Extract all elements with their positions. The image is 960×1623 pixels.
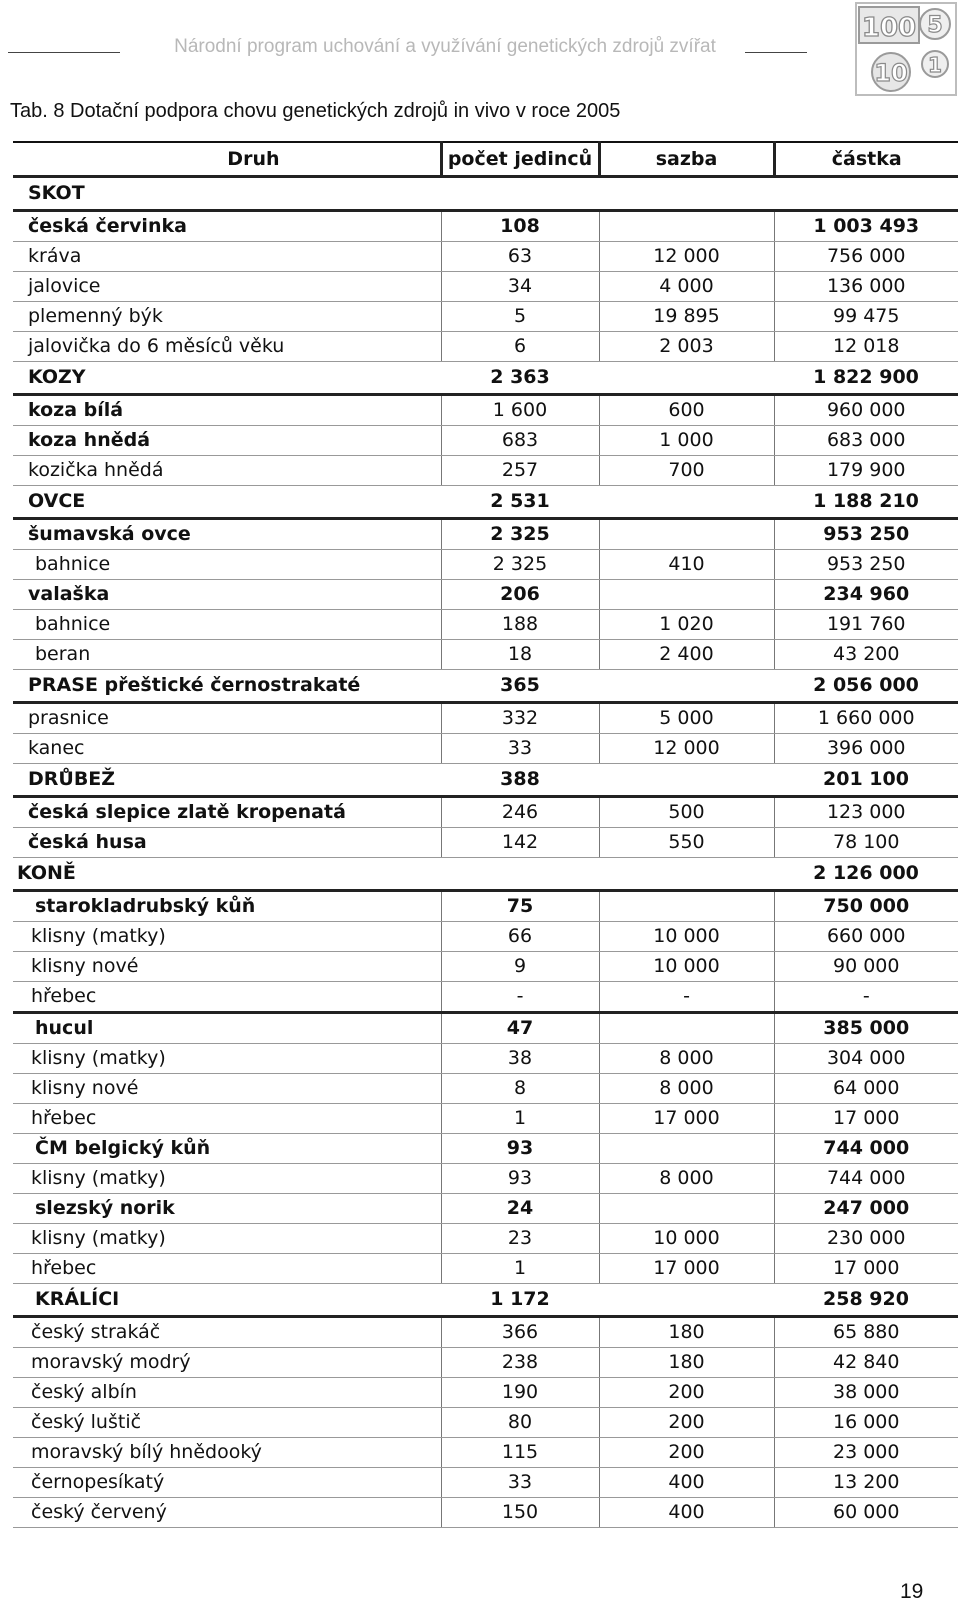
- cell-castka: 953 250: [774, 519, 958, 550]
- cell-castka: 201 100: [774, 764, 958, 797]
- cell-castka: [774, 177, 958, 211]
- table-row: [13, 922, 958, 952]
- table-row: [13, 670, 958, 703]
- table-row: [13, 1317, 958, 1348]
- cell-druh: kozička hnědá: [13, 456, 441, 486]
- table-row: [13, 1224, 958, 1254]
- table-row: [13, 1348, 958, 1378]
- cell-sazba: 400: [599, 1468, 774, 1498]
- cell-pocet: 142: [441, 828, 599, 858]
- cell-castka: 304 000: [774, 1044, 958, 1074]
- table-row: [13, 1378, 958, 1408]
- cell-pocet: -: [441, 982, 599, 1013]
- cell-castka: 38 000: [774, 1378, 958, 1408]
- cell-pocet: 18: [441, 640, 599, 670]
- table-row: [13, 1104, 958, 1134]
- cell-pocet: [441, 858, 599, 891]
- table-row: [13, 1438, 958, 1468]
- cell-sazba: 8 000: [599, 1074, 774, 1104]
- cell-castka: 136 000: [774, 272, 958, 302]
- cell-sazba: [599, 1134, 774, 1164]
- cell-druh: klisny nové: [13, 1074, 441, 1104]
- cell-pocet: 5: [441, 302, 599, 332]
- cell-druh: bahnice: [13, 610, 441, 640]
- cell-pocet: [441, 177, 599, 211]
- cell-pocet: 2 325: [441, 550, 599, 580]
- cell-sazba: [599, 764, 774, 797]
- table-row: [13, 1408, 958, 1438]
- table-row: [13, 177, 958, 211]
- table-row: [13, 891, 958, 922]
- cell-druh: KRÁLÍCI: [13, 1284, 441, 1317]
- cell-castka: 90 000: [774, 952, 958, 982]
- cell-pocet: 80: [441, 1408, 599, 1438]
- program-logo: [855, 2, 957, 96]
- cell-druh: český strakáč: [13, 1317, 441, 1348]
- cell-druh: šumavská ovce: [13, 519, 441, 550]
- cell-castka: 2 126 000: [774, 858, 958, 891]
- logo-number-100: 100: [861, 13, 917, 43]
- cell-pocet: 38: [441, 1044, 599, 1074]
- table-row: [13, 1134, 958, 1164]
- cell-castka: 1 188 210: [774, 486, 958, 519]
- cell-sazba: [599, 211, 774, 242]
- cell-druh: kráva: [13, 242, 441, 272]
- page-number: 19: [900, 1580, 924, 1603]
- cell-castka: 234 960: [774, 580, 958, 610]
- cell-druh: starokladrubský kůň: [13, 891, 441, 922]
- header-rule-left: [8, 52, 120, 53]
- cell-sazba: [599, 486, 774, 519]
- table-row: [13, 332, 958, 362]
- cell-sazba: 180: [599, 1348, 774, 1378]
- cell-castka: 683 000: [774, 426, 958, 456]
- cell-druh: hřebec: [13, 1104, 441, 1134]
- subsidy-table: [13, 141, 958, 1528]
- logo-number-10: 10: [874, 59, 908, 87]
- cell-castka: 756 000: [774, 242, 958, 272]
- table-row: [13, 1074, 958, 1104]
- cell-pocet: 190: [441, 1378, 599, 1408]
- cell-druh: OVCE: [13, 486, 441, 519]
- cell-sazba: 200: [599, 1378, 774, 1408]
- cell-druh: český luštič: [13, 1408, 441, 1438]
- cell-castka: 247 000: [774, 1194, 958, 1224]
- table-row: [13, 426, 958, 456]
- cell-druh: SKOT: [13, 177, 441, 211]
- cell-sazba: 5 000: [599, 703, 774, 734]
- table-row: [13, 703, 958, 734]
- logo-number-5: 5: [927, 13, 943, 38]
- cell-druh: klisny nové: [13, 952, 441, 982]
- column-header-sazba: sazba: [599, 142, 774, 177]
- cell-pocet: 47: [441, 1013, 599, 1044]
- cell-castka: 13 200: [774, 1468, 958, 1498]
- cell-sazba: 550: [599, 828, 774, 858]
- cell-sazba: 10 000: [599, 1224, 774, 1254]
- table-row: [13, 1468, 958, 1498]
- cell-sazba: [599, 580, 774, 610]
- cell-pocet: 150: [441, 1498, 599, 1528]
- cell-sazba: [599, 1013, 774, 1044]
- cell-pocet: 93: [441, 1134, 599, 1164]
- cell-castka: 65 880: [774, 1317, 958, 1348]
- cell-sazba: 1 000: [599, 426, 774, 456]
- cell-druh: KOZY: [13, 362, 441, 395]
- cell-druh: český albín: [13, 1378, 441, 1408]
- cell-pocet: 1: [441, 1254, 599, 1284]
- cell-pocet: 8: [441, 1074, 599, 1104]
- cell-druh: bahnice: [13, 550, 441, 580]
- cell-sazba: 10 000: [599, 952, 774, 982]
- table-row: [13, 550, 958, 580]
- cell-castka: 17 000: [774, 1254, 958, 1284]
- column-header-pocet: počet jedinců: [441, 142, 599, 177]
- cell-druh: plemenný býk: [13, 302, 441, 332]
- cell-castka: 660 000: [774, 922, 958, 952]
- cell-pocet: 366: [441, 1317, 599, 1348]
- cell-pocet: 238: [441, 1348, 599, 1378]
- cell-druh: DRŮBEŽ: [13, 764, 441, 797]
- cell-pocet: 206: [441, 580, 599, 610]
- cell-sazba: 4 000: [599, 272, 774, 302]
- cell-druh: hřebec: [13, 1254, 441, 1284]
- cell-castka: 78 100: [774, 828, 958, 858]
- cell-sazba: [599, 177, 774, 211]
- cell-druh: KONĚ: [13, 858, 441, 891]
- cell-castka: 960 000: [774, 395, 958, 426]
- cell-castka: 1 822 900: [774, 362, 958, 395]
- cell-pocet: 108: [441, 211, 599, 242]
- cell-pocet: 1 600: [441, 395, 599, 426]
- cell-druh: koza hnědá: [13, 426, 441, 456]
- table-row: [13, 395, 958, 426]
- table-row: [13, 1194, 958, 1224]
- cell-castka: 60 000: [774, 1498, 958, 1528]
- cell-sazba: 700: [599, 456, 774, 486]
- table-row: [13, 797, 958, 828]
- cell-sazba: 12 000: [599, 734, 774, 764]
- cell-pocet: 66: [441, 922, 599, 952]
- table-row: [13, 952, 958, 982]
- table-row: [13, 1013, 958, 1044]
- cell-castka: 23 000: [774, 1438, 958, 1468]
- cell-pocet: 2 363: [441, 362, 599, 395]
- cell-castka: 750 000: [774, 891, 958, 922]
- cell-sazba: [599, 362, 774, 395]
- cell-sazba: 12 000: [599, 242, 774, 272]
- cell-druh: valaška: [13, 580, 441, 610]
- cell-sazba: 1 020: [599, 610, 774, 640]
- cell-pocet: 75: [441, 891, 599, 922]
- cell-druh: černopesíkatý: [13, 1468, 441, 1498]
- cell-castka: 17 000: [774, 1104, 958, 1134]
- cell-sazba: [599, 858, 774, 891]
- cell-castka: -: [774, 982, 958, 1013]
- cell-pocet: 2 531: [441, 486, 599, 519]
- table-row: [13, 610, 958, 640]
- cell-druh: jalovice: [13, 272, 441, 302]
- table-row: [13, 1044, 958, 1074]
- cell-pocet: 188: [441, 610, 599, 640]
- table-row: [13, 1164, 958, 1194]
- cell-pocet: 24: [441, 1194, 599, 1224]
- cell-sazba: 2 003: [599, 332, 774, 362]
- cell-druh: jalovička do 6 měsíců věku: [13, 332, 441, 362]
- table-row: [13, 982, 958, 1013]
- cell-druh: česká červinka: [13, 211, 441, 242]
- cell-sazba: 17 000: [599, 1104, 774, 1134]
- table-header-row: [13, 142, 958, 177]
- cell-sazba: 17 000: [599, 1254, 774, 1284]
- cell-pocet: 257: [441, 456, 599, 486]
- cell-pocet: 683: [441, 426, 599, 456]
- cell-pocet: 34: [441, 272, 599, 302]
- cell-castka: 1 003 493: [774, 211, 958, 242]
- table-row: [13, 272, 958, 302]
- cell-druh: hřebec: [13, 982, 441, 1013]
- cell-castka: 12 018: [774, 332, 958, 362]
- cell-sazba: 500: [599, 797, 774, 828]
- cell-castka: 123 000: [774, 797, 958, 828]
- cell-druh: moravský bílý hnědooký: [13, 1438, 441, 1468]
- cell-pocet: 33: [441, 734, 599, 764]
- cell-castka: 744 000: [774, 1164, 958, 1194]
- cell-pocet: 1: [441, 1104, 599, 1134]
- cell-druh: ČM belgický kůň: [13, 1134, 441, 1164]
- cell-sazba: 10 000: [599, 922, 774, 952]
- cell-sazba: -: [599, 982, 774, 1013]
- cell-castka: 385 000: [774, 1013, 958, 1044]
- table-row: [13, 828, 958, 858]
- cell-sazba: 410: [599, 550, 774, 580]
- table-row: [13, 734, 958, 764]
- cell-castka: 258 920: [774, 1284, 958, 1317]
- cell-sazba: 600: [599, 395, 774, 426]
- cell-sazba: [599, 1194, 774, 1224]
- cell-druh: beran: [13, 640, 441, 670]
- cell-pocet: 23: [441, 1224, 599, 1254]
- cell-castka: 744 000: [774, 1134, 958, 1164]
- running-header: Národní program uchování a využívání genetických zdrojů zvířat: [174, 36, 716, 57]
- cell-sazba: [599, 1284, 774, 1317]
- table-row: [13, 1254, 958, 1284]
- cell-sazba: 200: [599, 1408, 774, 1438]
- table-caption: Tab. 8 Dotační podpora chovu genetických zdrojů in vivo v roce 2005: [10, 100, 621, 122]
- cell-druh: koza bílá: [13, 395, 441, 426]
- cell-sazba: 400: [599, 1498, 774, 1528]
- cell-castka: 230 000: [774, 1224, 958, 1254]
- table-row: [13, 858, 958, 891]
- cell-pocet: 365: [441, 670, 599, 703]
- table-row: [13, 456, 958, 486]
- table-row: [13, 211, 958, 242]
- cell-castka: 2 056 000: [774, 670, 958, 703]
- cell-castka: 1 660 000: [774, 703, 958, 734]
- cell-druh: klisny (matky): [13, 922, 441, 952]
- cell-pocet: 33: [441, 1468, 599, 1498]
- column-header-druh: Druh: [13, 142, 441, 177]
- cell-pocet: 388: [441, 764, 599, 797]
- cell-castka: 99 475: [774, 302, 958, 332]
- cell-pocet: 1 172: [441, 1284, 599, 1317]
- cell-druh: PRASE přeštické černostrakaté: [13, 670, 441, 703]
- table-row: [13, 1498, 958, 1528]
- cell-sazba: 19 895: [599, 302, 774, 332]
- cell-druh: český červený: [13, 1498, 441, 1528]
- cell-castka: 42 840: [774, 1348, 958, 1378]
- cell-sazba: [599, 891, 774, 922]
- cell-castka: 953 250: [774, 550, 958, 580]
- cell-druh: moravský modrý: [13, 1348, 441, 1378]
- column-header-castka: částka: [774, 142, 958, 177]
- cell-pocet: 6: [441, 332, 599, 362]
- table-row: [13, 764, 958, 797]
- cell-druh: prasnice: [13, 703, 441, 734]
- cell-druh: klisny (matky): [13, 1044, 441, 1074]
- header-rule-right: [745, 52, 807, 53]
- cell-druh: slezský norik: [13, 1194, 441, 1224]
- cell-pocet: 93: [441, 1164, 599, 1194]
- cell-pocet: 63: [441, 242, 599, 272]
- cell-druh: klisny (matky): [13, 1224, 441, 1254]
- cell-druh: hucul: [13, 1013, 441, 1044]
- cell-castka: 16 000: [774, 1408, 958, 1438]
- cell-castka: 64 000: [774, 1074, 958, 1104]
- cell-castka: 191 760: [774, 610, 958, 640]
- cell-pocet: 2 325: [441, 519, 599, 550]
- cell-druh: česká slepice zlatě kropenatá: [13, 797, 441, 828]
- cell-pocet: 115: [441, 1438, 599, 1468]
- cell-sazba: 8 000: [599, 1044, 774, 1074]
- cell-castka: 179 900: [774, 456, 958, 486]
- table-row: [13, 580, 958, 610]
- table-row: [13, 302, 958, 332]
- cell-druh: klisny (matky): [13, 1164, 441, 1194]
- cell-druh: česká husa: [13, 828, 441, 858]
- logo-number-1: 1: [928, 53, 942, 77]
- table-row: [13, 242, 958, 272]
- table-row: [13, 640, 958, 670]
- table-row: [13, 486, 958, 519]
- cell-sazba: [599, 519, 774, 550]
- table-row: [13, 1284, 958, 1317]
- cell-pocet: 9: [441, 952, 599, 982]
- cell-castka: 396 000: [774, 734, 958, 764]
- cell-sazba: 200: [599, 1438, 774, 1468]
- cell-sazba: 8 000: [599, 1164, 774, 1194]
- table-row: [13, 362, 958, 395]
- cell-sazba: 2 400: [599, 640, 774, 670]
- table-body: [13, 177, 958, 1528]
- cell-castka: 43 200: [774, 640, 958, 670]
- table-row: [13, 519, 958, 550]
- cell-druh: kanec: [13, 734, 441, 764]
- cell-pocet: 246: [441, 797, 599, 828]
- cell-pocet: 332: [441, 703, 599, 734]
- cell-sazba: 180: [599, 1317, 774, 1348]
- cell-sazba: [599, 670, 774, 703]
